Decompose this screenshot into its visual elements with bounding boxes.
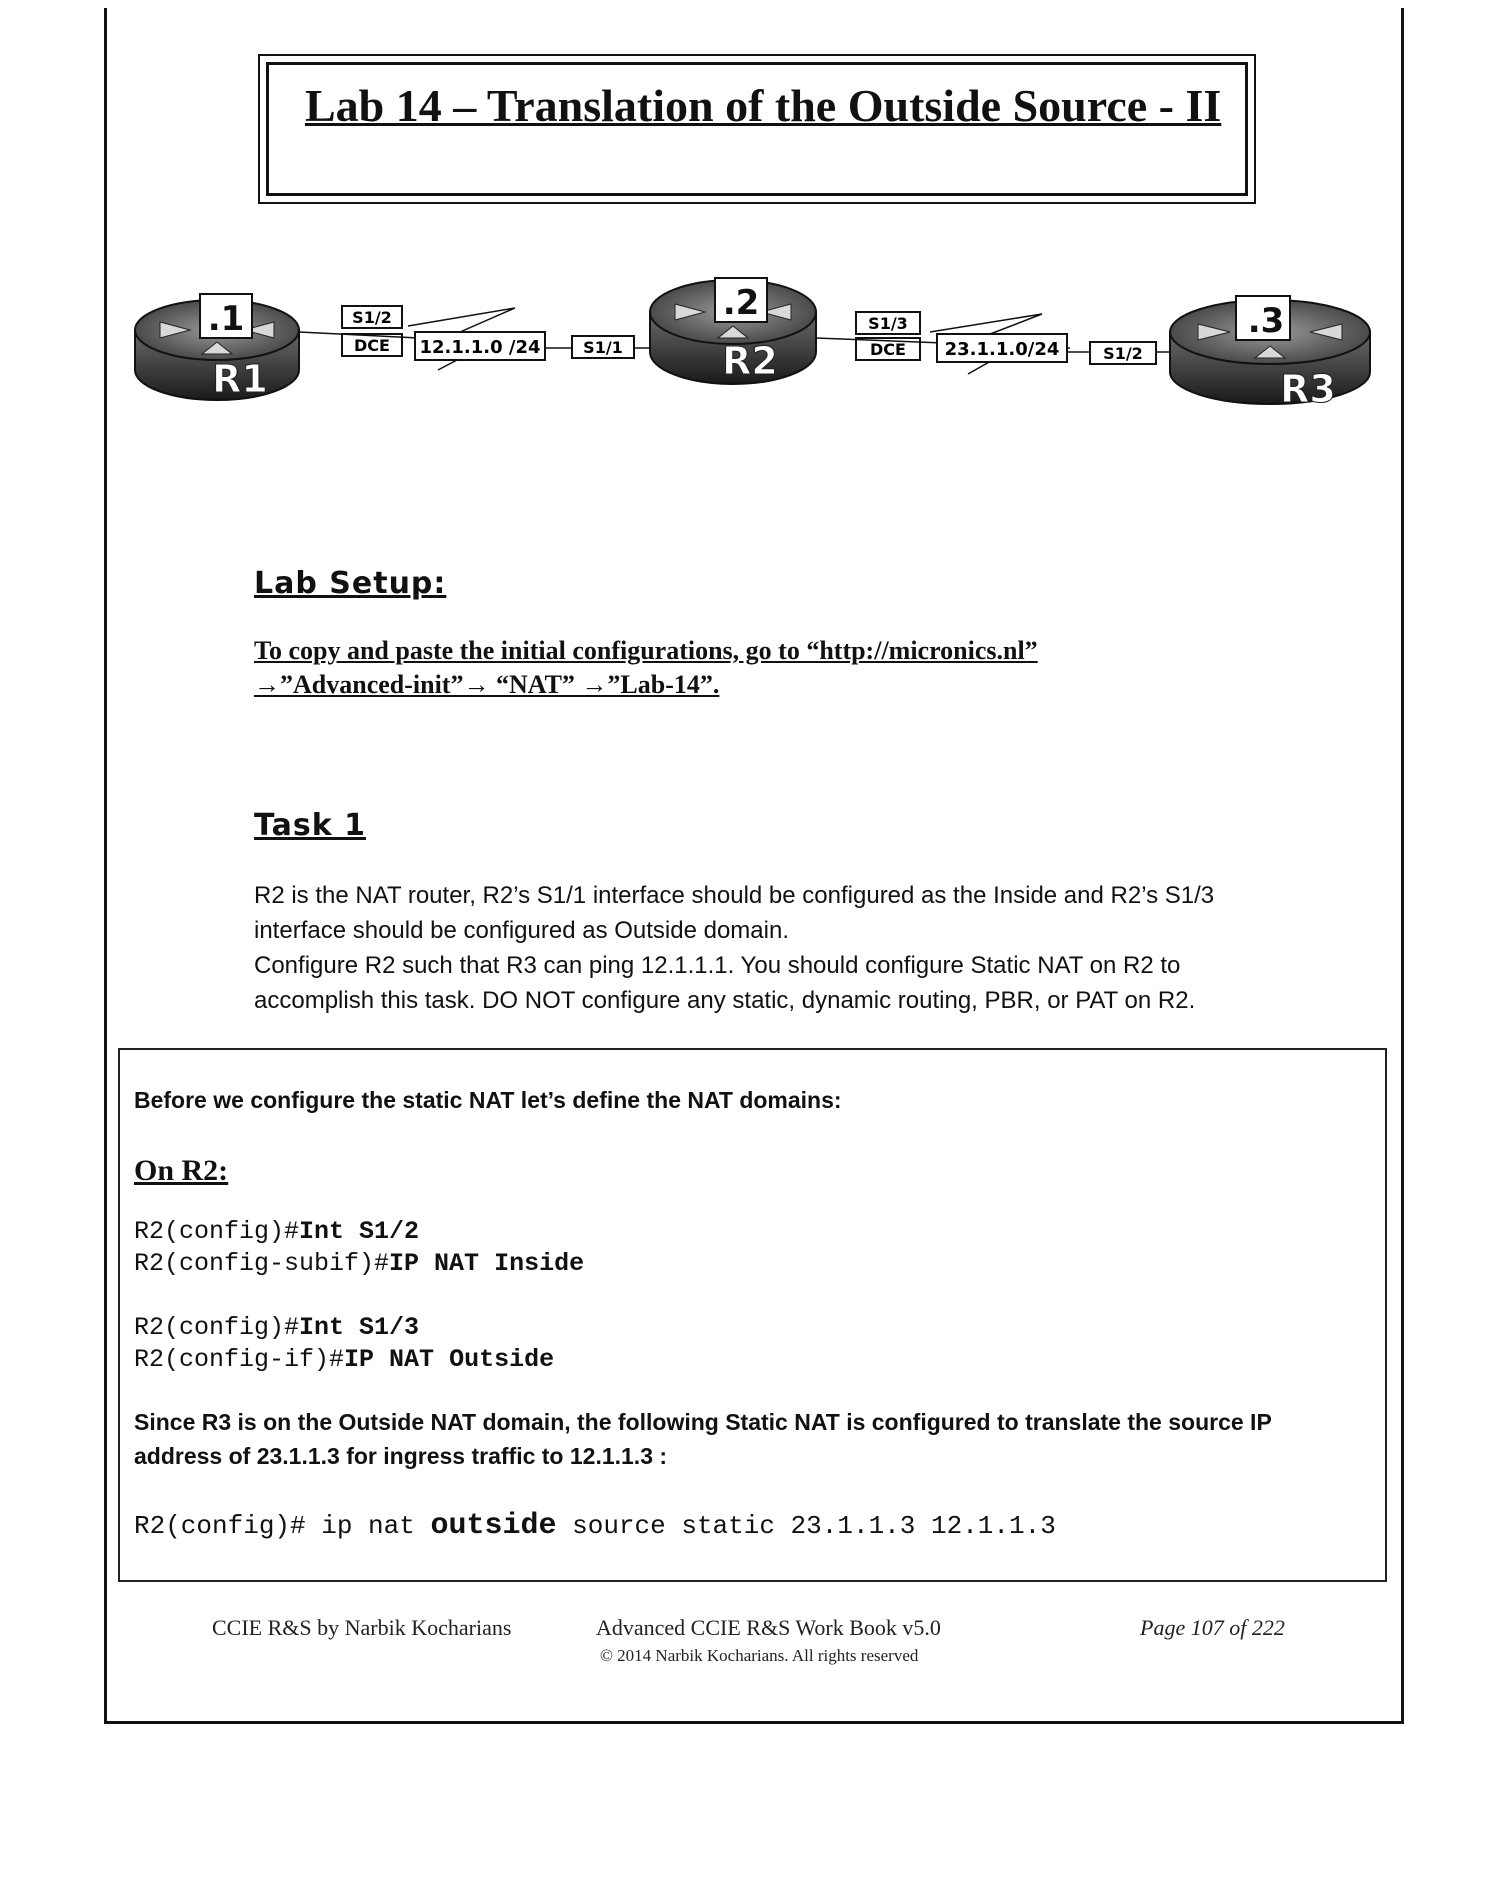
link1-left-intf: S1/2 bbox=[352, 308, 392, 327]
title-box bbox=[258, 54, 1256, 204]
link2-network: 23.1.1.0/24 bbox=[944, 339, 1060, 360]
lab-setup-heading: Lab Setup: bbox=[254, 566, 447, 601]
cli-prompt: R2(config-if)# bbox=[134, 1345, 345, 1374]
page-of: of bbox=[1229, 1615, 1247, 1640]
cli-prompt: R2(config)# bbox=[134, 1217, 300, 1246]
cli-line-3 bbox=[134, 1312, 419, 1344]
cli-command: IP NAT Outside bbox=[344, 1345, 555, 1374]
footer-copyright: © 2014 Narbik Kocharians. All rights reserved bbox=[600, 1646, 919, 1665]
router-r1-id: .1 bbox=[207, 299, 245, 339]
solution-intro: Before we configure the static NAT let’s define the NAT domains: bbox=[134, 1087, 842, 1113]
task-heading: Task 1 bbox=[254, 808, 366, 843]
cli-line-1 bbox=[134, 1216, 419, 1248]
page-prefix: Page bbox=[1140, 1615, 1186, 1640]
link2-left-intf: S1/3 bbox=[868, 314, 908, 333]
solution-box bbox=[118, 1048, 1387, 1582]
page-title: Lab 14 – Translation of the Outside Source - II bbox=[305, 80, 1222, 131]
link1-dce: DCE bbox=[354, 336, 390, 355]
cli-prompt: R2(config)# bbox=[134, 1511, 306, 1541]
cli-command-part-1: ip nat bbox=[321, 1511, 415, 1541]
title-box-inner bbox=[266, 62, 1248, 196]
cli-line-2 bbox=[134, 1248, 584, 1280]
footer-author: CCIE R&S by Narbik Kocharians bbox=[212, 1615, 512, 1640]
solution-on-r2-heading: On R2: bbox=[134, 1154, 229, 1187]
link2-dce: DCE bbox=[870, 340, 906, 359]
router-r2-name: R2 bbox=[722, 339, 778, 383]
cli-prompt: R2(config)# bbox=[134, 1313, 300, 1342]
router-r3-id: .3 bbox=[1247, 301, 1285, 341]
link-r2-r3 bbox=[816, 312, 1170, 374]
cli-line-5 bbox=[134, 1510, 1056, 1542]
task-description bbox=[254, 878, 1294, 1018]
page-total: 222 bbox=[1251, 1615, 1285, 1640]
lab-setup-line-1: To copy and paste the initial configurations, go to “http://micronics.nl” bbox=[254, 636, 1038, 665]
router-r2-id: .2 bbox=[722, 283, 760, 323]
page-current: 107 bbox=[1190, 1615, 1224, 1640]
network-diagram bbox=[130, 262, 1380, 452]
router-r1 bbox=[135, 294, 299, 401]
router-r3-name: R3 bbox=[1280, 367, 1336, 411]
cli-command: Int S1/2 bbox=[299, 1217, 420, 1246]
solution-explain-line-2: address of 23.1.1.3 for ingress traffic to 12.1.1.3 : bbox=[134, 1443, 668, 1469]
link1-right-intf: S1/1 bbox=[583, 338, 623, 357]
router-r3 bbox=[1170, 296, 1370, 411]
cli-command-part-3: source static 23.1.1.3 12.1.1.3 bbox=[572, 1511, 1056, 1541]
cli-command-part-2: outside bbox=[430, 1509, 557, 1543]
footer-book-title: Advanced CCIE R&S Work Book v5.0 bbox=[596, 1615, 941, 1640]
link2-right-intf: S1/2 bbox=[1103, 344, 1143, 363]
cli-line-4 bbox=[134, 1344, 554, 1376]
footer-page-number bbox=[1140, 1615, 1285, 1641]
router-r1-name: R1 bbox=[212, 357, 268, 401]
lab-setup-line-2: →”Advanced-init”→ “NAT” →”Lab-14”. bbox=[254, 670, 720, 699]
task-paragraph-1: R2 is the NAT router, R2’s S1/1 interface should be configured as the Inside and R2’s S1/3 interface should be configured as Outside domain. bbox=[254, 882, 1215, 944]
cli-prompt: R2(config-subif)# bbox=[134, 1249, 390, 1278]
solution-explain-line-1: Since R3 is on the Outside NAT domain, the following Static NAT is configured to translate the source IP bbox=[134, 1409, 1272, 1435]
cli-command: IP NAT Inside bbox=[389, 1249, 585, 1278]
task-paragraph-2: Configure R2 such that R3 can ping 12.1.1.1. You should configure Static NAT on R2 to accomplish this task. DO NOT configure any static, dynamic routing, PBR, or PAT on R2. bbox=[254, 952, 1196, 1014]
cli-command: Int S1/3 bbox=[299, 1313, 420, 1342]
link-r1-r2 bbox=[299, 306, 650, 370]
link1-network: 12.1.1.0 /24 bbox=[419, 337, 541, 358]
router-r2 bbox=[650, 278, 816, 384]
